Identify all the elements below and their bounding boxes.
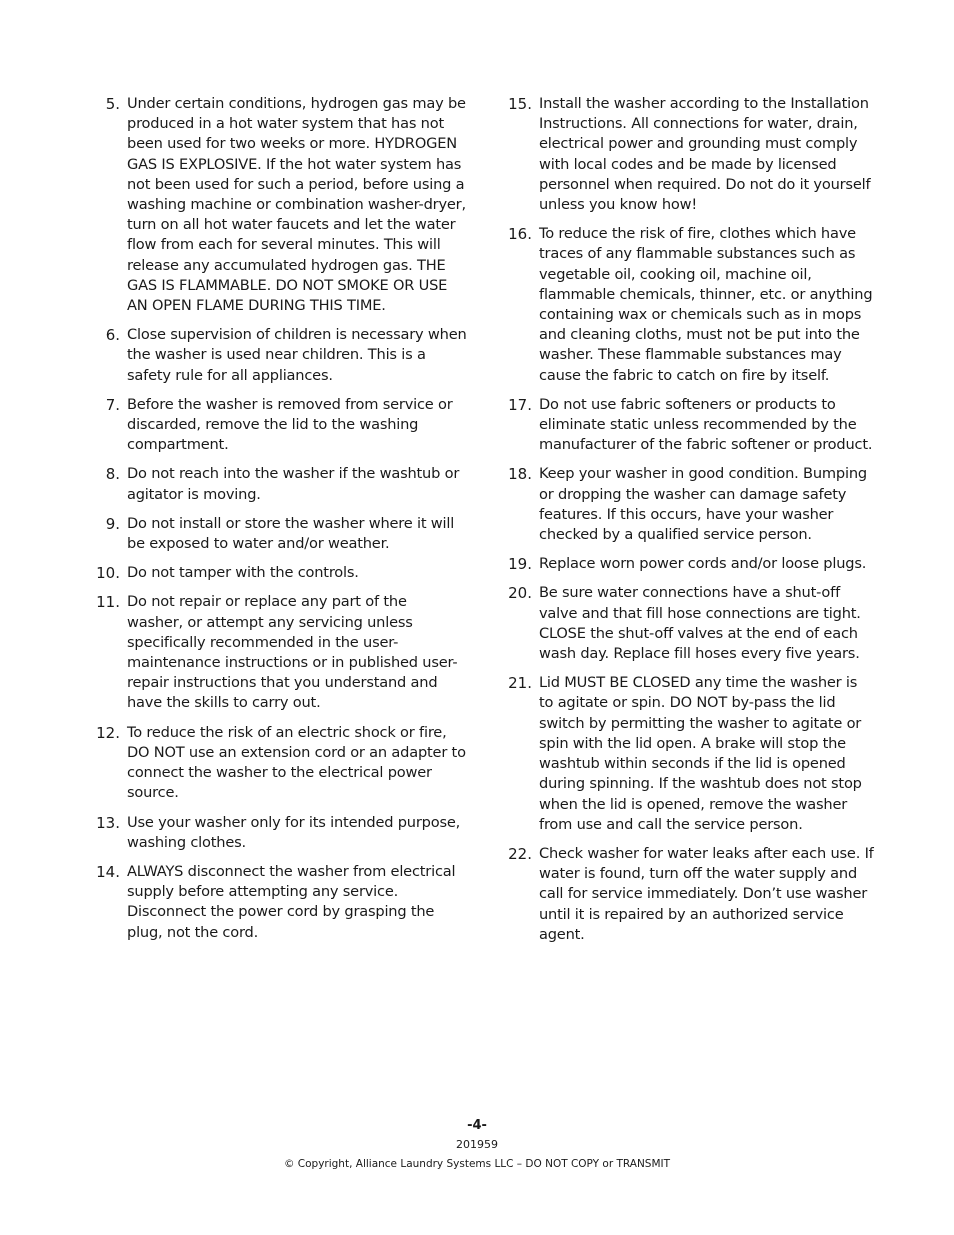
list-item bbox=[494, 673, 874, 835]
item-text: Under certain conditions, hydrogen gas may be produced in a hot water system that has not been used for two weeks or more. HYDROGEN GAS IS EXPLOSIVE. If the hot water system has not been used for such a period, before using a washing machine or combination washer-dryer, turn on all hot water faucets and let the water flow from each for several minutes. This will release any accumulated hydrogen gas. THE GAS IS FLAMMABLE. DO NOT SMOKE OR USE AN OPEN FLAME DURING THIS TIME. bbox=[127, 95, 466, 315]
item-text: Keep your washer in good condition. Bumping or dropping the washer can damage safety features. If this occurs, have your washer checked by a qualified service person. bbox=[539, 465, 867, 544]
item-number: 18. bbox=[508, 465, 532, 484]
right-column bbox=[494, 94, 874, 954]
item-text: ALWAYS disconnect the washer from electrical supply before attempting any service. Disconnect the power cord by grasping the plug, not the cord. bbox=[127, 862, 456, 941]
list-item bbox=[82, 325, 467, 386]
document-number: 201959 bbox=[456, 1138, 498, 1151]
copyright-notice: © Copyright, Alliance Laundry Systems LLC – DO NOT COPY or TRANSMIT bbox=[283, 1158, 671, 1170]
item-text: Lid MUST BE CLOSED any time the washer is to agitate or spin. DO NOT by-pass the lid switch by permitting the washer to agitate or spin with the lid open. A brake will stop the washtub within seconds if the lid is opened during spinning. If the washtub does not stop when the lid is opened, remove the washer from use and call the service person. bbox=[539, 674, 862, 833]
item-number: 7. bbox=[105, 395, 120, 414]
list-item bbox=[82, 563, 467, 583]
item-text: Do not repair or replace any part of the washer, or attempt any servicing unless specifically recommended in the user-maintenance instructions or in published user-repair instructions that you understand and have the skills to carry out. bbox=[127, 593, 458, 712]
item-number: 8. bbox=[105, 465, 120, 484]
list-item bbox=[494, 844, 874, 945]
item-number: 19. bbox=[508, 555, 532, 574]
list-item bbox=[82, 723, 467, 804]
page-number: -4- bbox=[467, 1118, 487, 1133]
item-number: 22. bbox=[508, 844, 532, 863]
item-number: 14. bbox=[96, 862, 120, 881]
item-text: Do not use fabric softeners or products to eliminate static unless recommended by the manufacturer of the fabric softener or product. bbox=[539, 395, 873, 454]
list-item bbox=[82, 514, 467, 554]
list-item bbox=[82, 395, 467, 456]
list-item bbox=[82, 464, 467, 504]
list-item bbox=[494, 224, 874, 386]
item-number: 6. bbox=[105, 326, 120, 345]
item-number: 13. bbox=[96, 813, 120, 832]
list-item bbox=[494, 554, 874, 574]
list-item bbox=[82, 94, 467, 316]
item-number: 20. bbox=[508, 584, 532, 603]
item-number: 5. bbox=[105, 95, 120, 113]
list-item bbox=[82, 862, 467, 943]
list-item bbox=[494, 464, 874, 545]
item-number: 10. bbox=[96, 564, 120, 583]
item-text: Install the washer according to the Installation Instructions. All connections for water, drain, electrical power and grounding must comply with local codes and be made by licensed personnel when required. Do not do it yourself unless you know how! bbox=[539, 95, 871, 214]
item-text: To reduce the risk of fire, clothes which have traces of any flammable substances such as vegetable oil, cooking oil, machine oil, flammable chemicals, thinner, etc. or anything containing wax or chemicals such as in mops and cleaning cloths, must not be put into the washer. These flammable substances may cause the fabric to catch on fire by itself. bbox=[539, 225, 873, 384]
item-text: Replace worn power cords and/or loose plugs. bbox=[539, 555, 867, 573]
item-text: Be sure water connections have a shut-off valve and that fill hose connections are tight. CLOSE the shut-off valves at the end of each wash day. Replace fill hoses every five years. bbox=[539, 584, 861, 663]
item-number: 21. bbox=[508, 674, 532, 693]
item-text: Use your washer only for its intended purpose, washing clothes. bbox=[127, 813, 461, 851]
list-item bbox=[82, 813, 467, 853]
item-text: To reduce the risk of an electric shock or fire, DO NOT use an extension cord or an adapter to connect the washer to the electrical power source. bbox=[127, 723, 466, 802]
item-number: 17. bbox=[508, 395, 532, 414]
list-item bbox=[494, 395, 874, 456]
item-text: Before the washer is removed from service or discarded, remove the lid to the washing compartment. bbox=[127, 395, 453, 454]
item-text: Close supervision of children is necessary when the washer is used near children. This is a safety rule for all appliances. bbox=[127, 326, 467, 384]
item-number: 11. bbox=[96, 593, 120, 612]
item-text: Do not install or store the washer where it will be exposed to water and/or weather. bbox=[127, 514, 455, 553]
item-number: 16. bbox=[508, 225, 532, 244]
list-item bbox=[494, 94, 874, 215]
item-text: Do not tamper with the controls. bbox=[127, 564, 359, 582]
item-number: 12. bbox=[96, 723, 120, 742]
item-text: Do not reach into the washer if the washtub or agitator is moving. bbox=[127, 465, 460, 503]
item-text: Check washer for water leaks after each use. If water is found, turn off the water supply and call for service immediately. Don’t use washer until it is repaired by an authorized service agent. bbox=[539, 844, 874, 943]
left-column bbox=[82, 94, 467, 952]
item-number: 9. bbox=[105, 514, 120, 533]
item-number: 15. bbox=[508, 95, 532, 113]
list-item bbox=[494, 583, 874, 664]
list-item bbox=[82, 592, 467, 713]
